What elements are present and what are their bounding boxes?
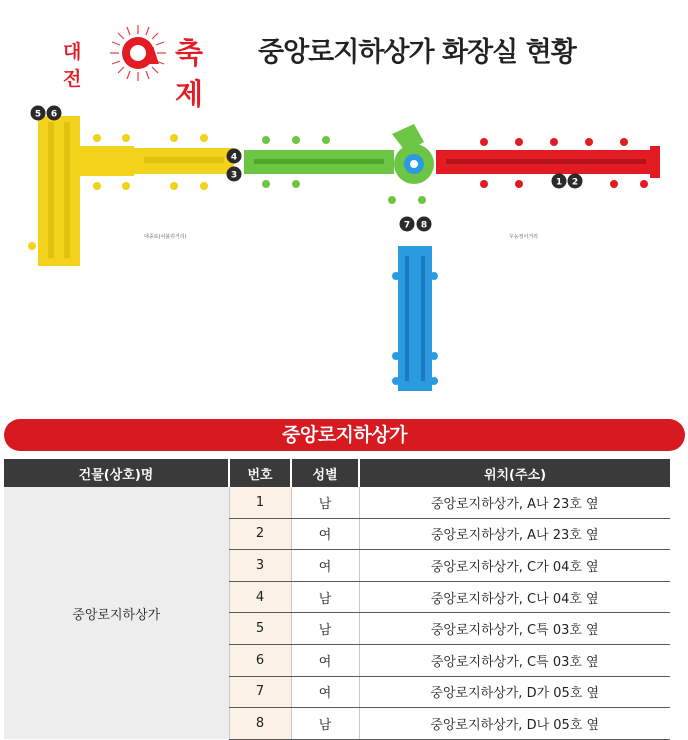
svg-text:6: 6 (50, 109, 58, 120)
map-label-east: 우능정이거리 (509, 234, 538, 240)
gender-cell: 남 (291, 613, 359, 645)
number-cell: 5 (229, 613, 291, 645)
underground-mall-map (14, 96, 674, 408)
number-cell: 1 (229, 487, 291, 518)
header (0, 18, 688, 111)
number-cell: 3 (229, 550, 291, 582)
location-cell: 중앙로지하상가, D가 05호 옆 (359, 676, 670, 708)
marker-1 (552, 174, 567, 189)
number-cell: 8 (229, 708, 291, 740)
gender-cell: 여 (291, 644, 359, 676)
gender-cell: 남 (291, 708, 359, 740)
location-cell: 중앙로지하상가, A나 23호 옆 (359, 487, 670, 518)
marker-5 (31, 106, 46, 121)
number-cell: 7 (229, 676, 291, 708)
header-gender: 성별 (291, 459, 359, 487)
location-cell: 중앙로지하상가, D나 05호 옆 (359, 708, 670, 740)
table-row (4, 487, 670, 518)
marker-2 (568, 174, 583, 189)
building-name-cell: 중앙로지하상가 (4, 487, 229, 739)
toilet-table (4, 459, 670, 740)
marker-8 (417, 217, 432, 232)
svg-text:8: 8 (420, 220, 428, 231)
location-cell: 중앙로지하상가, A나 23호 옆 (359, 518, 670, 550)
central-roundabout (394, 144, 434, 184)
page-title: 중앙로지하상가 화장실 현황 (258, 37, 576, 68)
gender-cell: 여 (291, 676, 359, 708)
svg-text:4: 4 (230, 152, 238, 163)
location-cell: 중앙로지하상가, C특 03호 옆 (359, 644, 670, 676)
gender-cell: 남 (291, 487, 359, 518)
svg-text:7: 7 (403, 220, 411, 231)
marker-6 (47, 106, 62, 121)
zone-d-blue (392, 246, 438, 391)
logo-burst-icon (109, 24, 167, 82)
section-banner: 중앙로지하상가 (4, 419, 685, 451)
location-cell: 중앙로지하상가, C특 03호 옆 (359, 613, 670, 645)
location-cell: 중앙로지하상가, C가 04호 옆 (359, 550, 670, 582)
number-cell: 6 (229, 644, 291, 676)
logo-prefix: 대전 (63, 41, 81, 90)
header-building: 건물(상호)명 (4, 459, 229, 487)
gender-cell: 여 (291, 550, 359, 582)
zone-c-special-yellow (28, 116, 234, 266)
zone-a-red (436, 138, 660, 188)
svg-text:3: 3 (230, 170, 238, 181)
marker-3 (227, 167, 242, 182)
svg-text:1: 1 (555, 177, 563, 188)
gender-cell: 남 (291, 581, 359, 613)
number-cell: 4 (229, 581, 291, 613)
marker-7 (400, 217, 415, 232)
svg-text:5: 5 (34, 109, 42, 120)
map-label-west: 대종로(어블리거리) (144, 234, 187, 240)
number-cell: 2 (229, 518, 291, 550)
header-number: 번호 (229, 459, 291, 487)
location-cell: 중앙로지하상가, C나 04호 옆 (359, 581, 670, 613)
gender-cell: 여 (291, 518, 359, 550)
svg-text:2: 2 (571, 177, 579, 188)
header-location: 위치(주소) (359, 459, 670, 487)
table-header-row (4, 459, 670, 487)
marker-4 (227, 149, 242, 164)
logo-suffix: 축제 (175, 36, 202, 111)
